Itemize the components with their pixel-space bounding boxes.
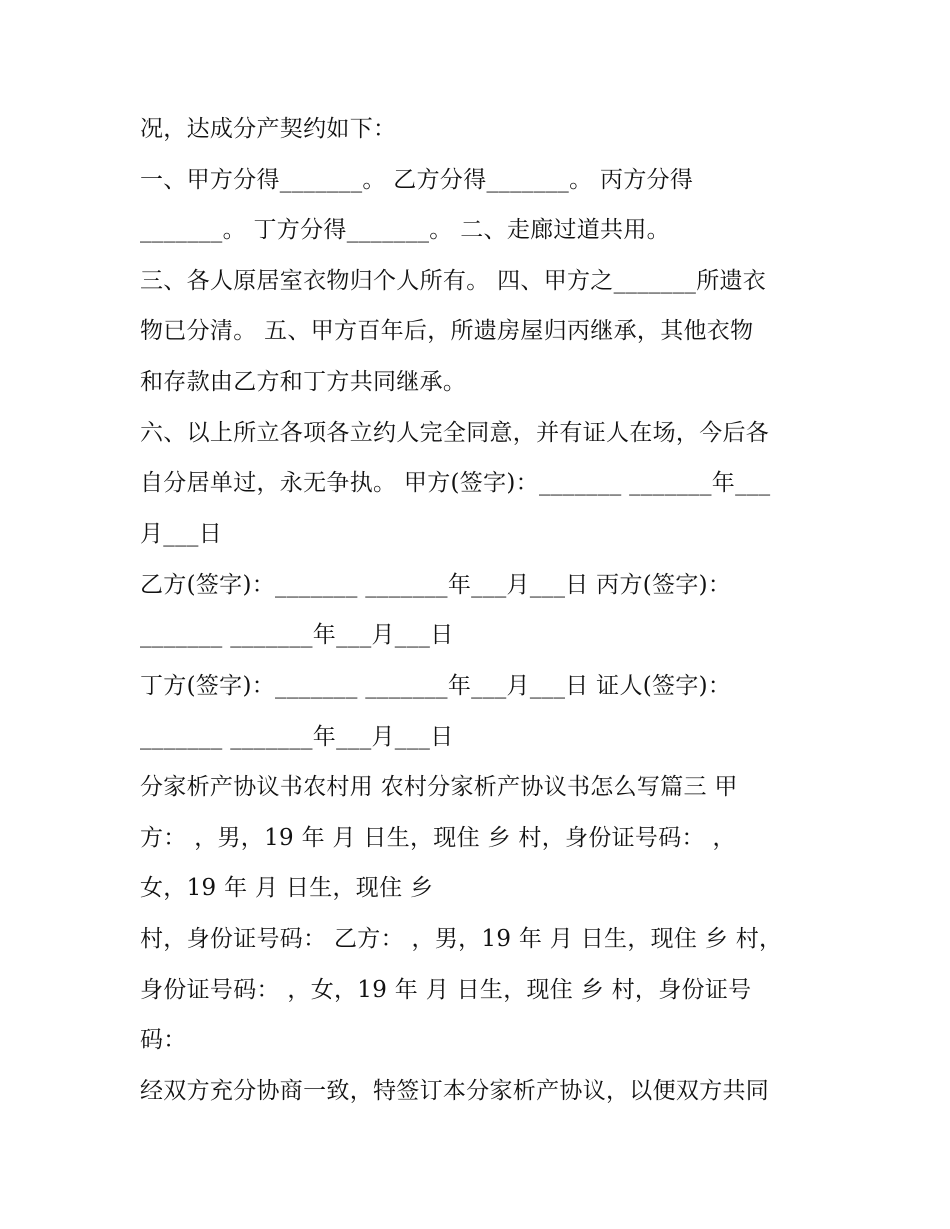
text-line: 况，达成分产契约如下： [140, 116, 397, 142]
text-line: _______。 丁方分得_______。 二、走廊过道共用。 [140, 217, 670, 243]
text-line: 一、甲方分得_______。 乙方分得_______。 丙方分得 [140, 167, 694, 193]
text-line: 分家析产协议书农村用 农村分家析产协议书怎么写篇三 甲 [140, 774, 738, 800]
text-line: _______ _______年___月___日 [140, 622, 454, 648]
text-line: 女，19 年 月 日生，现住 乡 [140, 875, 434, 901]
text-line: 方： ，男，19 年 月 日生，现住 乡 村，身份证号码： ， [140, 825, 736, 851]
text-line: 身份证号码： ，女，19 年 月 日生，现住 乡 村，身份证号 [140, 977, 752, 1003]
text-line: 月___日 [140, 521, 222, 547]
text-line: 村，身份证号码： 乙方： ，男，19 年 月 日生，现住 乡 村， [140, 926, 783, 952]
text-line: 乙方(签字)：_______ _______年___月___日 丙方(签字)： [140, 572, 732, 598]
text-line: 丁方(签字)：_______ _______年___月___日 证人(签字)： [140, 673, 732, 699]
text-line: 自分居单过，永无争执。 甲方(签字)：_______ _______年___ [140, 470, 771, 496]
text-line: 码： [140, 1027, 187, 1053]
text-line: 三、各人原居室衣物归个人所有。 四、甲方之_______所遗衣 [140, 268, 767, 294]
text-line: 物已分清。 五、甲方百年后，所遗房屋归丙继承，其他衣物 [140, 318, 754, 344]
text-line: 和存款由乙方和丁方共同继承。 [140, 369, 467, 395]
text-line: 六、以上所立各项各立约人完全同意，并有证人在场，今后各 [140, 420, 770, 446]
text-line: _______ _______年___月___日 [140, 724, 454, 750]
text-line: 经双方充分协商一致，特签订本分家析产协议，以便双方共同 [140, 1078, 770, 1104]
